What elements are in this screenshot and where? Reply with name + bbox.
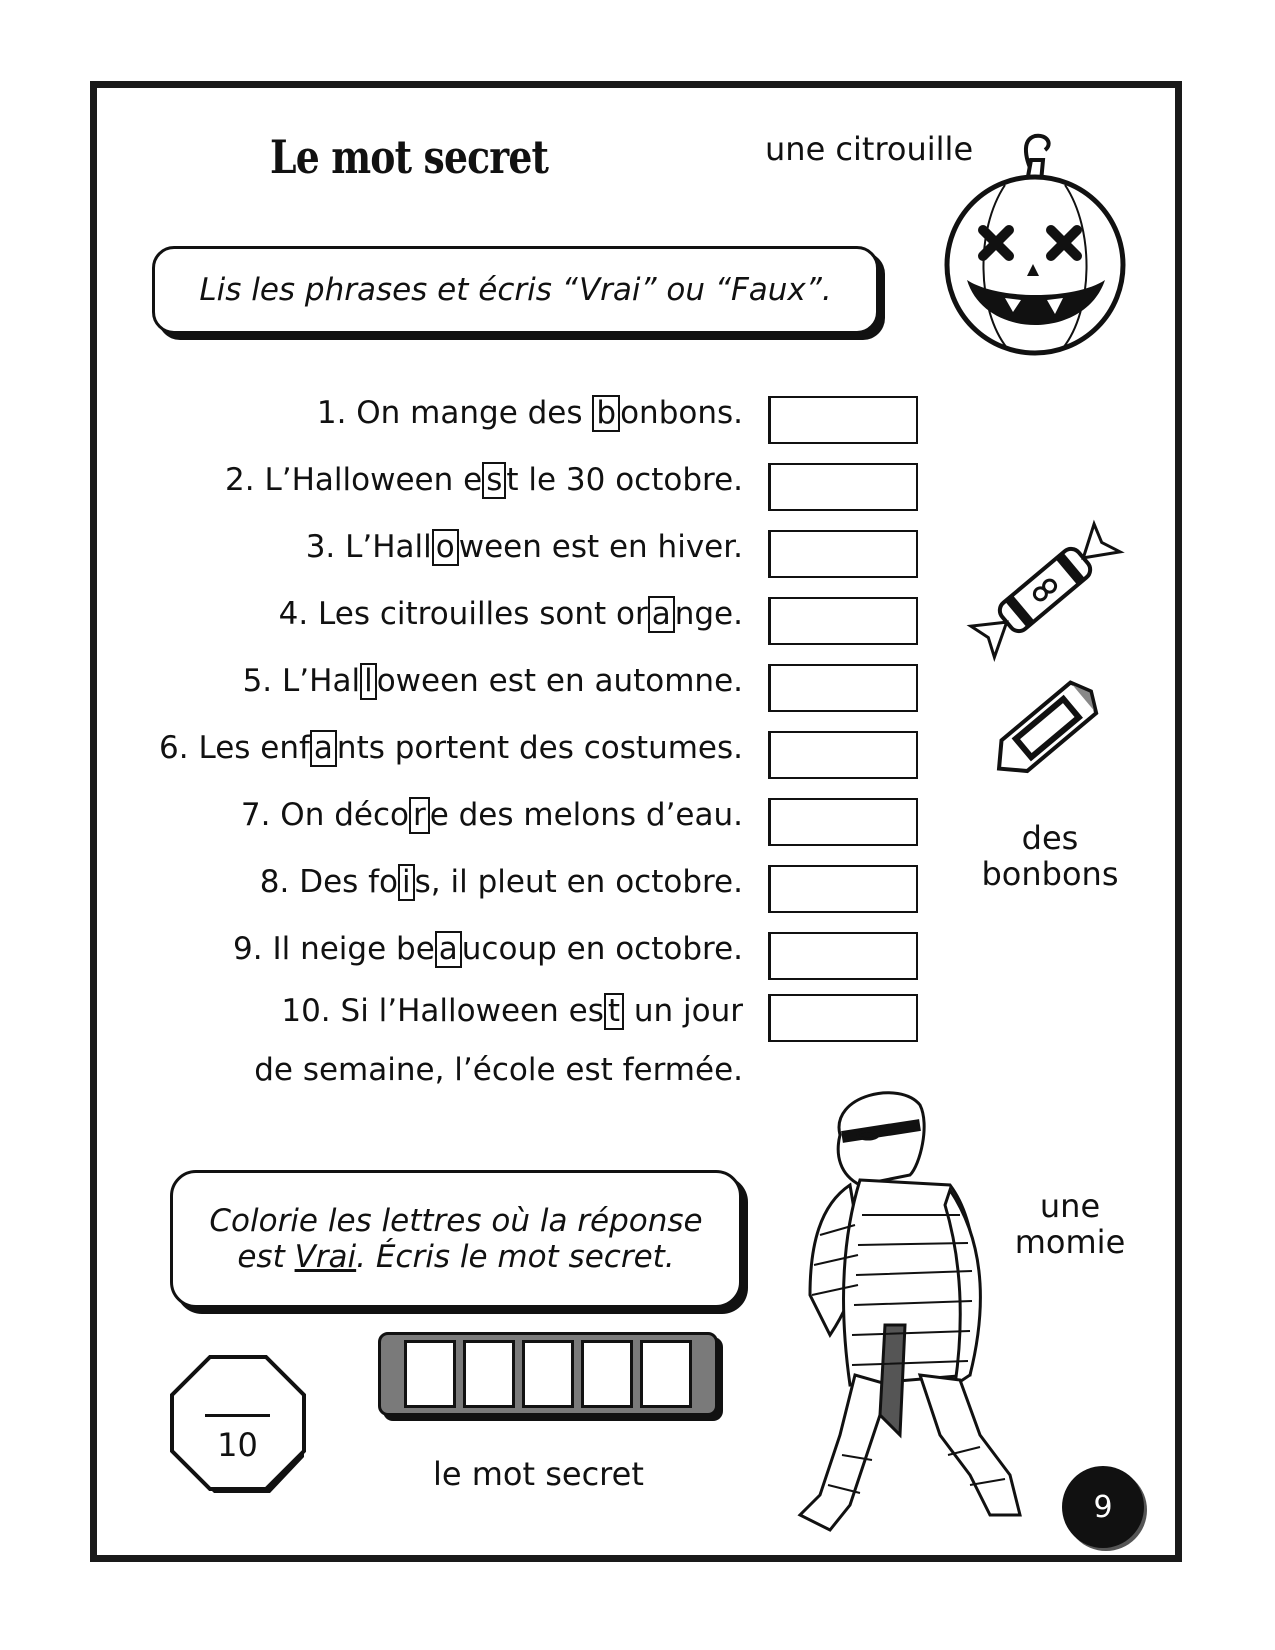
question-10-line2: de semaine, l’école est fermée.	[254, 1052, 743, 1088]
secret-letter-box: o	[432, 529, 459, 566]
score-fraction-line	[205, 1414, 270, 1417]
question-text-before: 4. Les citrouilles sont or	[278, 596, 648, 632]
pumpkin-icon	[935, 130, 1135, 360]
question-text-before: 10. Si l’Halloween es	[281, 993, 604, 1029]
question-text-before: 7. On déco	[240, 797, 409, 833]
instruction2-line1: Colorie les lettres où la réponse	[209, 1203, 703, 1239]
question-text-after: onbons.	[620, 395, 743, 431]
instruction-text: Lis les phrases et écris “Vrai” ou “Faux”.	[199, 272, 832, 308]
question-text-after: s, il pleut en octobre.	[414, 864, 743, 900]
question-text-before: 6. Les enf	[159, 730, 310, 766]
answer-box-1[interactable]	[768, 396, 918, 444]
secret-word-cell[interactable]	[522, 1340, 574, 1408]
secret-word-cell[interactable]	[581, 1340, 633, 1408]
candy-label	[975, 820, 1125, 892]
secret-word-cell[interactable]	[463, 1340, 515, 1408]
question-text-before: 8. Des fo	[259, 864, 399, 900]
secret-letter-box: l	[360, 663, 377, 700]
secret-letter-box: a	[310, 730, 337, 767]
question-text-before: 5. L’Hal	[242, 663, 361, 699]
mummy-label	[1005, 1188, 1135, 1260]
mummy-icon	[780, 1075, 1060, 1545]
secret-word-label: le mot secret	[433, 1455, 644, 1493]
answer-box-6[interactable]	[768, 731, 918, 779]
question-text-after: nts portent des costumes.	[336, 730, 743, 766]
candy-label-line2: bonbons	[981, 855, 1119, 893]
wrapped-candy-icon	[955, 505, 1135, 675]
answer-box-2[interactable]	[768, 463, 918, 511]
question-1	[317, 395, 743, 432]
question-7	[241, 797, 743, 834]
secret-letter-box: b	[592, 395, 620, 432]
secret-word-cell[interactable]	[404, 1340, 456, 1408]
answer-box-10[interactable]	[768, 994, 918, 1042]
crayon-candy-icon	[975, 670, 1115, 790]
secret-letter-box: a	[435, 931, 462, 968]
question-text-after: oween est en automne.	[376, 663, 743, 699]
page-title: Le mot secret	[270, 130, 549, 184]
instruction2-line2-before: est	[237, 1239, 295, 1275]
secret-word-bar	[378, 1332, 718, 1416]
question-9	[233, 931, 743, 968]
secret-word-cell[interactable]	[640, 1340, 692, 1408]
mummy-label-line2: momie	[1014, 1223, 1126, 1261]
secret-letter-box: a	[648, 596, 675, 633]
instruction-box-2	[170, 1170, 742, 1308]
answer-box-7[interactable]	[768, 798, 918, 846]
secret-letter-box: i	[398, 864, 415, 901]
question-text-after: nge.	[674, 596, 743, 632]
question-5	[243, 663, 743, 700]
score-octagon	[168, 1353, 308, 1493]
instruction2-underlined-word: Vrai	[294, 1239, 357, 1275]
question-text-before: 1. On mange des	[316, 395, 593, 431]
secret-letter-box: t	[604, 993, 624, 1030]
instruction2-line2	[237, 1239, 674, 1275]
question-4	[279, 596, 743, 633]
answer-box-8[interactable]	[768, 865, 918, 913]
instruction2-line2-after: . Écris le mot secret.	[356, 1239, 675, 1275]
question-2	[225, 462, 743, 499]
secret-letter-box: r	[409, 797, 430, 834]
question-text-after: e des melons d’eau.	[429, 797, 743, 833]
question-6	[159, 730, 743, 767]
question-3	[306, 529, 743, 566]
answer-box-4[interactable]	[768, 597, 918, 645]
question-8	[260, 864, 743, 901]
question-text-before: 9. Il neige be	[233, 931, 435, 967]
question-text-after: ucoup en octobre.	[461, 931, 743, 967]
page-number: 9	[1062, 1466, 1144, 1548]
question-text-before: 3. L’Hall	[305, 529, 432, 565]
candy-label-line1: des	[1021, 819, 1079, 857]
question-text-after: un jour	[624, 993, 743, 1029]
answer-box-5[interactable]	[768, 664, 918, 712]
score-denominator: 10	[217, 1426, 258, 1464]
question-text-after: ween est en hiver.	[458, 529, 743, 565]
pumpkin-label: une citrouille	[765, 130, 974, 168]
answer-box-9[interactable]	[768, 932, 918, 980]
question-10	[281, 993, 743, 1030]
instruction-box	[152, 246, 879, 334]
question-text-before: 2. L’Halloween e	[225, 462, 483, 498]
answer-box-3[interactable]	[768, 530, 918, 578]
mummy-label-line1: une	[1039, 1187, 1101, 1225]
question-text-after: t le 30 octobre.	[506, 462, 743, 498]
secret-letter-box: s	[482, 462, 506, 499]
